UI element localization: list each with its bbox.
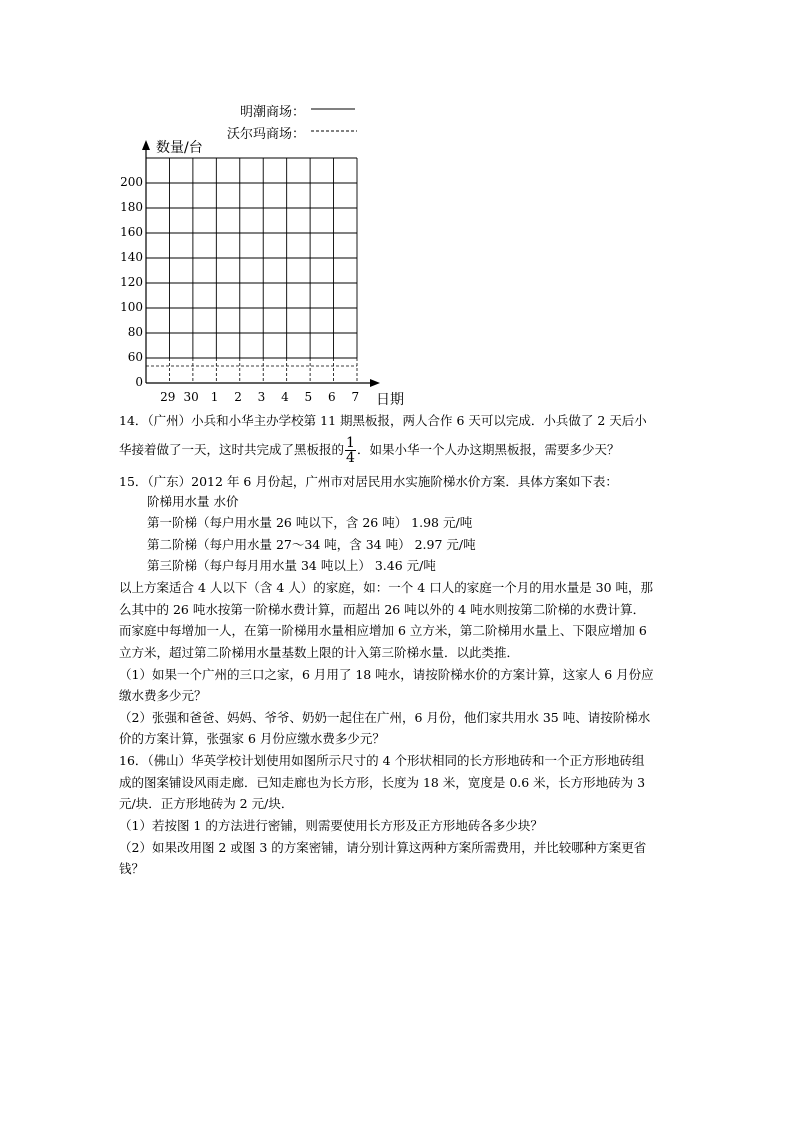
q15-sub-1-line-1: （1）如果一个广州的三口之家，6 月用了 18 吨水，请按阶梯水价的方案计算，这家人 6 月份应: [119, 667, 654, 682]
fraction-numerator: 1: [346, 435, 355, 451]
chart-grid: [146, 158, 357, 358]
legend-label-walmart: 沃尔玛商场：: [227, 127, 306, 142]
q16-line-1: 16．（佛山）华英学校计划使用如图所示尺寸的 4 个形状相同的长方形地砖和一个正方形地砖组: [119, 753, 645, 768]
q15-body-1: 以上方案适合 4 人以下（含 4 人）的家庭，如：一个 4 口人的家庭一个月的用水量是 30 吨，那: [119, 580, 654, 595]
q15-sub-2-line-2: 价的方案计算，张强家 6 月份应缴水费多少元？: [119, 731, 385, 746]
fraction-denominator: 4: [346, 450, 355, 466]
q15-tier-3: 第三阶梯（每户每月用水量 34 吨以上） 3.46 元/吨: [147, 558, 436, 573]
q14-fraction: [345, 436, 356, 465]
y-tick-label: 180: [120, 200, 143, 214]
x-tick-label: 6: [328, 390, 336, 404]
x-tick-label: 3: [257, 390, 266, 404]
axis-break-verticals: [169, 358, 357, 383]
x-axis-arrow: [370, 379, 380, 387]
y-tick-label: 100: [120, 300, 143, 314]
x-tick-label: 4: [281, 390, 289, 404]
y-tick-label: 60: [127, 350, 143, 364]
q16-line-2: 成的图案铺设风雨走廊．已知走廊也为长方形，长度为 18 米，宽度是 0.6 米，长方形地砖为 3: [119, 775, 646, 790]
q16-sub-2-line-1: （2）如果改用图 2 或图 3 的方案密铺，请分别计算这两种方案所需费用，并比较哪种方案更省: [119, 840, 647, 855]
x-tick-label: 2: [234, 390, 242, 404]
y-tick-label: 120: [120, 275, 143, 289]
y-axis-label: 数量/台: [156, 140, 203, 156]
q15-intro: 15．（广东）2012 年 6 月份起，广州市对居民用水实施阶梯水价方案．具体方案如下表：: [119, 474, 618, 489]
x-axis-label: 日期: [376, 392, 404, 408]
y-tick-label: 160: [120, 225, 143, 239]
q15-body-4: 立方米，超过第二阶梯用水量基数上限的计入第三阶梯水量．以此类推．: [119, 645, 520, 660]
q16-line-3: 元/块．正方形地砖为 2 元/块．: [119, 796, 294, 811]
q15-table-header: 阶梯用水量 水价: [147, 494, 239, 509]
legend-label-mingchao: 明潮商场：: [240, 105, 306, 120]
q15-body-3: 而家庭中每增加一人，在第一阶梯用水量相应增加 6 立方米，第二阶梯用水量上、下限应增加 6: [119, 623, 647, 638]
q15-sub-2-line-1: （2）张强和爸爸、妈妈、爷爷、奶奶一起住在广州，6 月份，他们家共用水 35 吨、请按阶梯水: [119, 710, 651, 725]
y-tick-label: 140: [120, 250, 143, 264]
q15-sub-1-line-2: 缴水费多少元？: [119, 688, 207, 703]
chart-canvas: [0, 0, 400, 410]
y-tick-label: 0: [135, 375, 143, 389]
q15-tier-2: 第二阶梯（每户用水量 27～34 吨，含 34 吨） 2.97 元/吨: [147, 537, 476, 552]
q16-sub-2-line-2: 钱？: [119, 861, 145, 876]
x-tick-label: 5: [304, 390, 313, 404]
q14-line-2-pre: 华接着做了一天，这时共完成了黑板报的: [119, 442, 345, 457]
q14-line-2: [119, 436, 619, 465]
q14-line-2-post: ．如果小华一个人办这期黑板报，需要多少天？: [356, 442, 620, 457]
q15-body-2: 么其中的 26 吨水按第一阶梯水费计算，而超出 26 吨以外的 4 吨水则按第二阶梯的水费计算．: [119, 602, 646, 617]
y-tick-label: 200: [120, 175, 143, 189]
y-tick-label: 80: [127, 325, 143, 339]
x-tick-label: 30: [183, 390, 199, 404]
x-tick-label: 1: [210, 390, 219, 404]
x-tick-label: 7: [351, 390, 360, 404]
q16-sub-1: （1）若按图 1 的方法进行密铺，则需要使用长方形及正方形地砖各多少块？: [119, 818, 543, 833]
q15-tier-1: 第一阶梯（每户用水量 26 吨以下，含 26 吨） 1.98 元/吨: [147, 515, 473, 530]
q14-line-1: 14．（广州）小兵和小华主办学校第 11 期黑板报，两人合作 6 天可以完成．小兵做了 2 天后小: [119, 413, 647, 428]
y-axis-arrow: [142, 140, 150, 150]
x-tick-label: 29: [160, 390, 176, 404]
